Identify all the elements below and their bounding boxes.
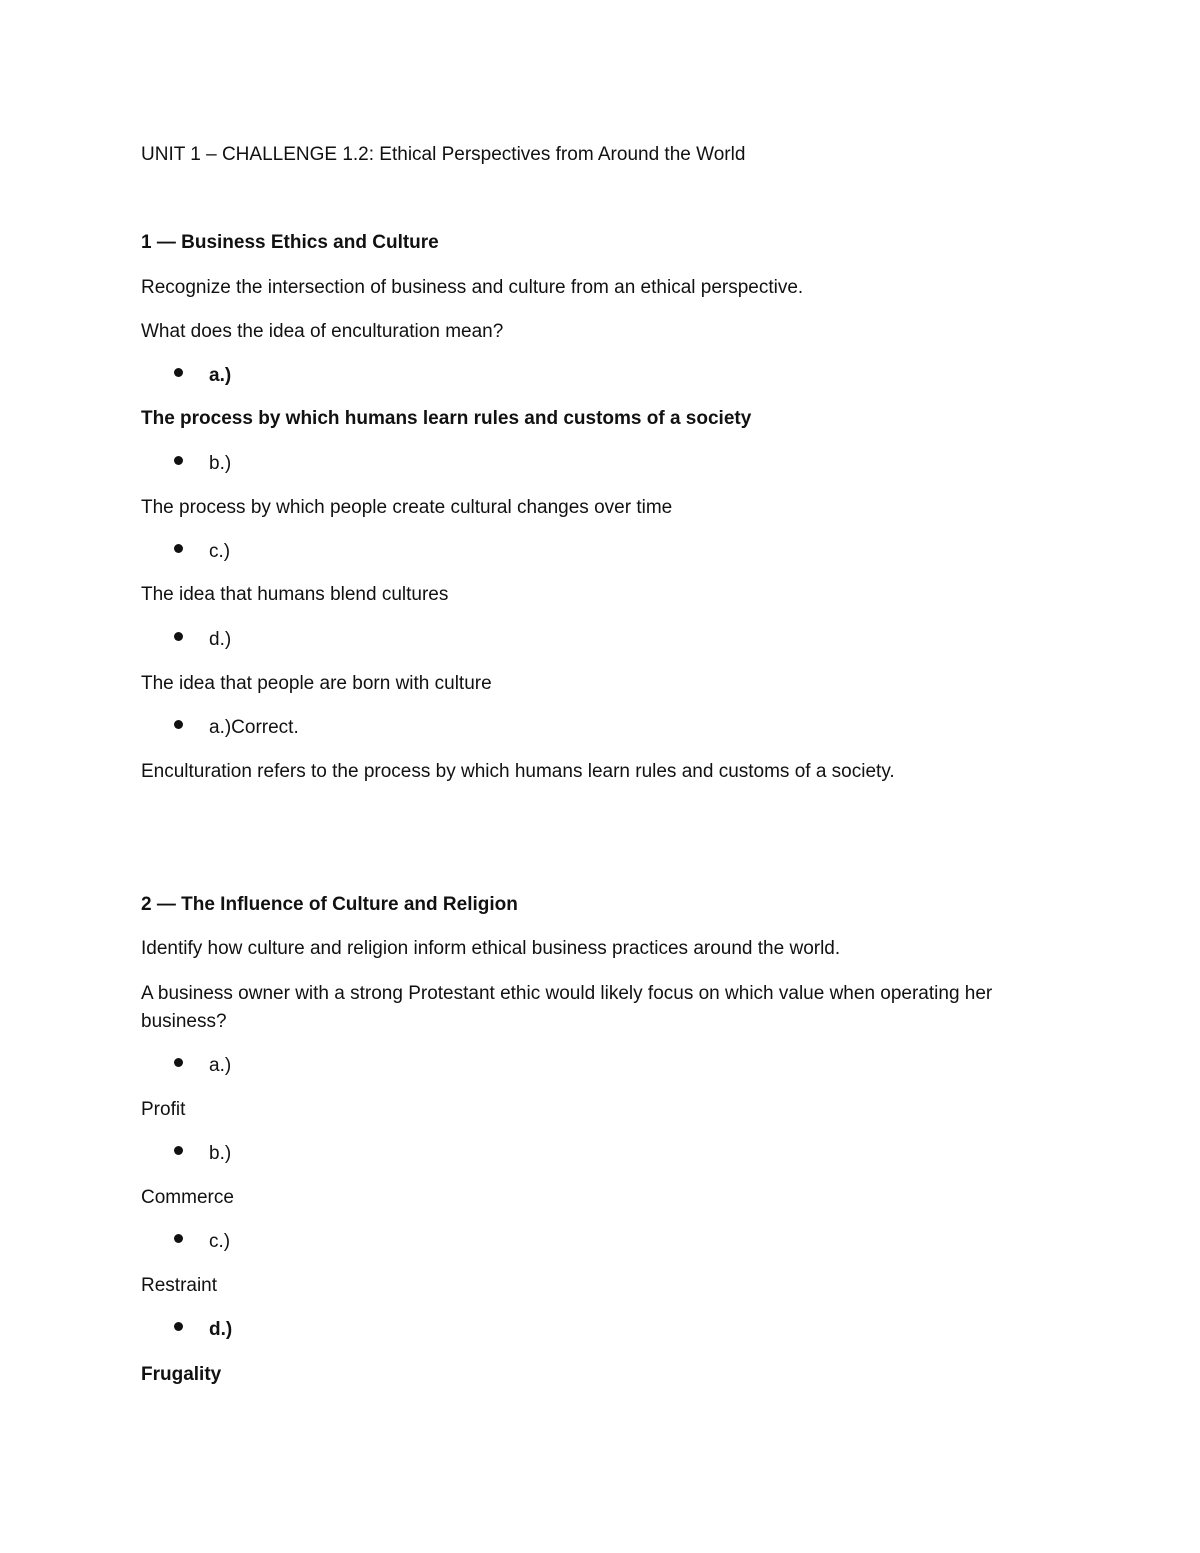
q1-option-b-bullet [174,450,231,478]
q1-explanation: Enculturation refers to the process by which humans learn rules and customs of a society. [141,761,895,782]
q1-result-label: a.)Correct. [209,717,299,738]
q1-option-b-text: The process by which people create cultural changes over time [141,497,673,518]
bullet-icon [174,1322,183,1331]
q2-option-a-text: Profit [141,1099,186,1120]
bullet-icon [174,632,183,641]
q2-option-d-bullet [174,1316,232,1344]
bullet-icon [174,368,183,377]
q2-option-c-bullet [174,1228,230,1256]
q1-option-b-letter: b.) [209,453,232,474]
q1-option-d-bullet [174,626,231,654]
q1-heading: 1 — Business Ethics and Culture [141,232,439,253]
q1-question: What does the idea of enculturation mean? [141,321,504,342]
q2-heading: 2 — The Influence of Culture and Religion [141,894,518,915]
bullet-icon [174,1058,183,1067]
q2-option-b-letter: b.) [209,1143,232,1164]
document-title: UNIT 1 – CHALLENGE 1.2: Ethical Perspectives from Around the World [141,144,746,165]
q2-option-d-letter: d.) [209,1319,233,1340]
q2-option-b-bullet [174,1140,231,1168]
q1-option-c-letter: c.) [209,541,231,562]
q1-option-d-text: The idea that people are born with culture [141,673,492,694]
q1-objective: Recognize the intersection of business and culture from an ethical perspective. [141,277,804,298]
q2-option-c-text: Restraint [141,1275,218,1296]
q2-option-d-text: Frugality [141,1364,222,1385]
q1-option-a-text: The process by which humans learn rules and customs of a society [141,408,752,429]
bullet-icon [174,456,183,465]
q2-option-b-text: Commerce [141,1187,234,1208]
bullet-icon [174,720,183,729]
bullet-icon [174,1234,183,1243]
q2-objective: Identify how culture and religion inform ethical business practices around the world. [141,938,841,959]
q1-option-d-letter: d.) [209,629,232,650]
q2-option-c-letter: c.) [209,1231,231,1252]
q1-option-a-letter: a.) [209,365,232,386]
q2-option-a-letter: a.) [209,1055,232,1076]
q1-option-c-text: The idea that humans blend cultures [141,584,449,605]
q2-option-a-bullet [174,1052,231,1080]
q1-result-bullet [174,714,299,742]
bullet-icon [174,1146,183,1155]
q1-option-c-bullet [174,538,230,566]
q1-option-a-bullet [174,362,231,390]
bullet-icon [174,544,183,553]
q2-question: A business owner with a strong Protestant ethic would likely focus on which value when operating her business? [141,983,993,1032]
